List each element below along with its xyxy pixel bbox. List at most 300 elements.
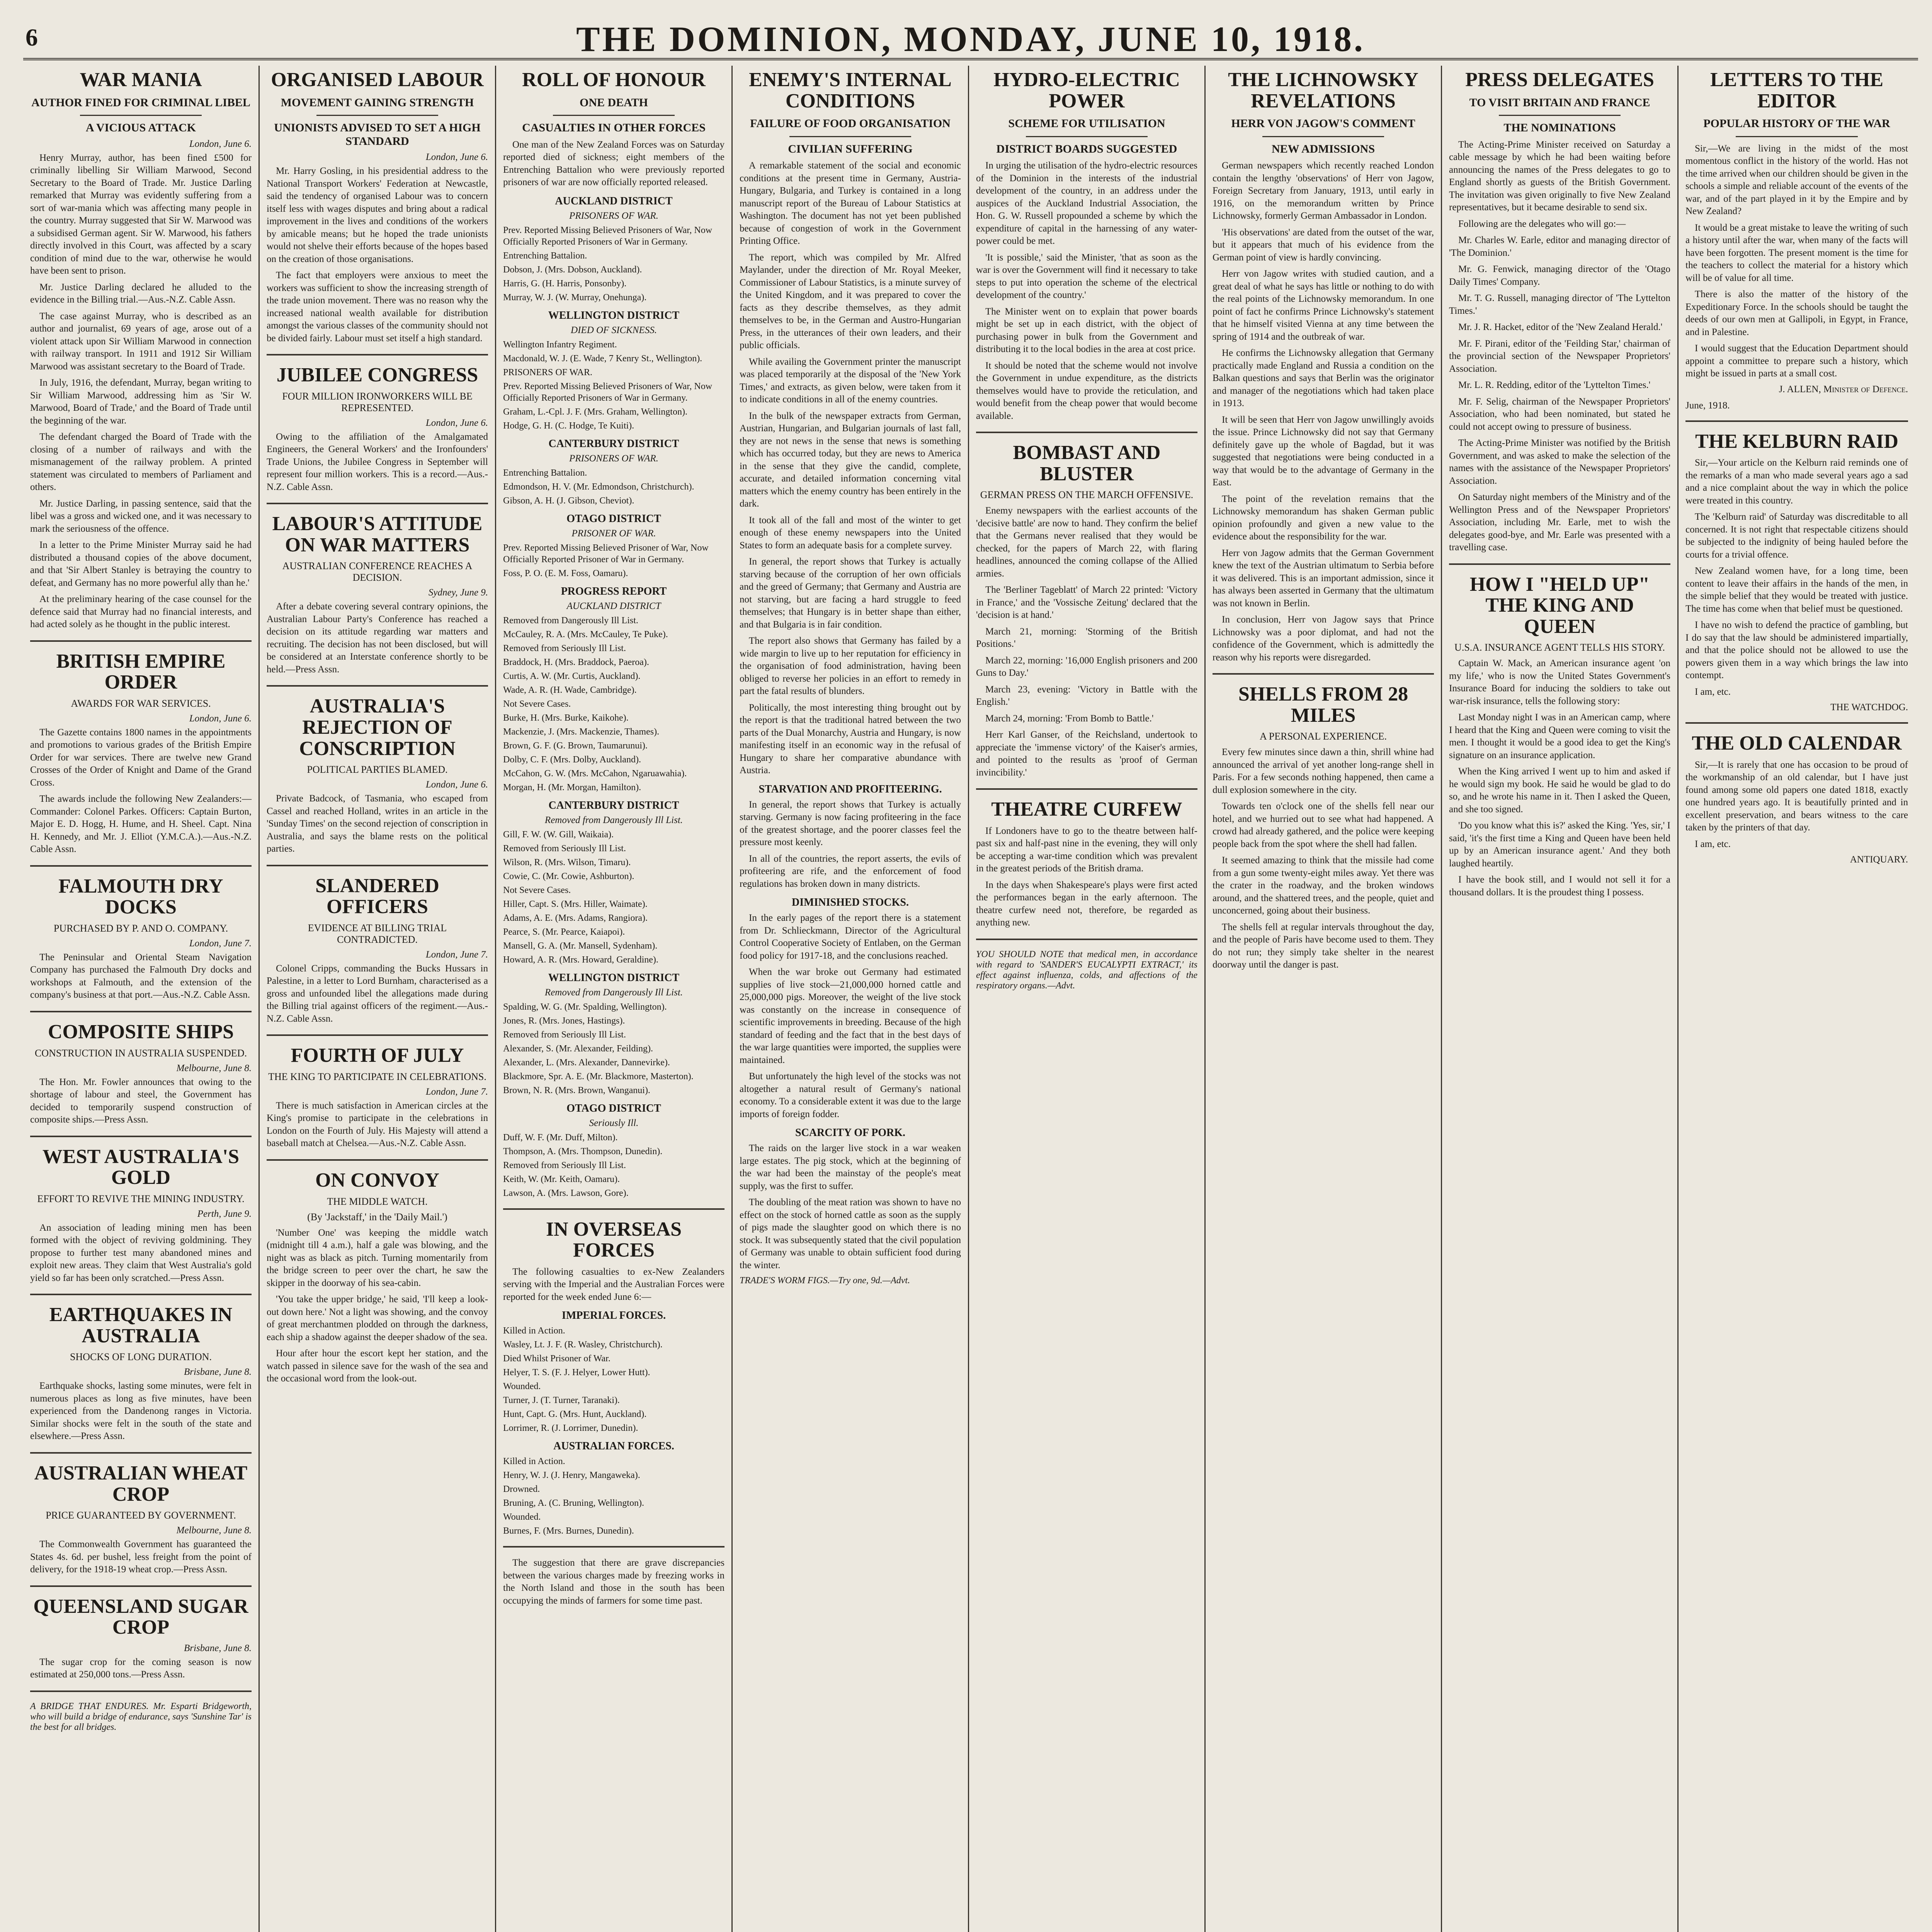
district-heading: IMPERIAL FORCES. xyxy=(561,1310,666,1322)
list-subheading: Removed from Dangerously Ill List. xyxy=(544,815,683,825)
paragraph: I am, etc. xyxy=(1695,838,1731,849)
divider xyxy=(30,1452,252,1454)
paragraph: Mr. Charles W. Earle, editor and managing director of 'The Dominion.' xyxy=(1449,235,1670,258)
headline-british-empire-order: BRITISH EMPIRE ORDER xyxy=(56,650,226,694)
list-item: Died Whilst Prisoner of War. xyxy=(503,1354,611,1364)
list-item: Foss, P. O. (E. M. Foss, Oamaru). xyxy=(503,568,628,578)
paragraph: Captain W. Mack, an American insurance agent 'on my life,' who is now the United States Government's Insurance Board for inducing the soldiers to take out war-risk insurance, tells the following story: xyxy=(1449,658,1670,706)
paragraph: When the King arrived I went up to him and asked if he would sign my book. He said he would be glad to do so, and he wrote his name in it. Then I asked the Queen, and she too signed. xyxy=(1449,766,1670,815)
deck: HERR VON JAGOW'S COMMENT xyxy=(1231,117,1415,130)
headline-conscription: AUSTRALIA'S REJECTION OF CONSCRIPTION xyxy=(299,695,456,760)
deck: POLITICAL PARTIES BLAMED. xyxy=(307,764,448,776)
page-number: 6 xyxy=(26,24,38,51)
list-item: Gill, F. W. (W. Gill, Waikaia). xyxy=(503,829,614,840)
list-item: Wilson, R. (Mrs. Wilson, Timaru). xyxy=(503,857,631,867)
column-4 xyxy=(733,66,969,1932)
paragraph: Mr. Justice Darling declared he alluded to the evidence in the Billing trial.—Aus.-N.Z. Cable Assn. xyxy=(30,282,252,305)
list-item: Removed from Dangerously Ill List. xyxy=(503,615,638,626)
list-subheading: PRISONERS OF WAR. xyxy=(569,210,658,221)
divider xyxy=(267,1034,488,1036)
casualty-lists xyxy=(503,195,724,1199)
list-item: Burke, H. (Mrs. Burke, Kaikohe). xyxy=(503,713,629,723)
list-item: Wellington Infantry Regiment. xyxy=(503,339,617,350)
paragraph: The fact that employers were anxious to meet the workers was sufficient to show the increasing strength of the trade union movement. There was no reason why the increased national wealth available for distribution amongst the various classes of the community should not be divided fairly. Labour must set itself a high standard. xyxy=(267,270,488,344)
deck: DISTRICT BOARDS SUGGESTED xyxy=(996,142,1177,155)
list-item: Wounded. xyxy=(503,1381,541,1392)
headline-labour-attitude: LABOUR'S ATTITUDE ON WAR MATTERS xyxy=(272,513,483,556)
list-item: Hodge, G. H. (C. Hodge, Te Kuiti). xyxy=(503,420,634,431)
paragraph: Towards ten o'clock one of the shells fell near our hotel, and we hurried out to see what had happened. A crowd had already gathered, and the police were keeping people back from the spot where the shell had fallen. xyxy=(1213,801,1434,849)
deck: ONE DEATH xyxy=(580,96,648,109)
paragraph: The following casualties to ex-New Zealanders serving with the Imperial and the Australian Forces were reported for the week ended June 6:— xyxy=(503,1266,724,1302)
column-8 xyxy=(1679,66,1915,1932)
paragraph: 'You take the upper bridge,' he said, 'I'll keep a look-out down here.' Not a light was showing, and the convoy of great merchantmen plodded on through the darkness, each ship a shadow against the deeper shadow of the sea. xyxy=(267,1294,488,1342)
list-item: Thompson, A. (Mrs. Thompson, Dunedin). xyxy=(503,1146,663,1156)
deck: AWARDS FOR WAR SERVICES. xyxy=(71,697,211,709)
deck: GERMAN PRESS ON THE MARCH OFFENSIVE. xyxy=(980,489,1194,501)
divider xyxy=(503,1208,724,1210)
paragraph: The report, which was compiled by Mr. Alfred Maylander, under the direction of Mr. Royal Meeker, Commissioner of Labour Statistics, is a minute survey of the United Kingdom, and it was prepared to cover the facts as they describe themselves, as they admit themselves to be, in the German and Austro-Hungarian Press, in the utterances of their own leaders, and their public officials. xyxy=(740,252,961,351)
paragraph: The Commonwealth Government has guaranteed the States 4s. 6d. per bushel, less freight from the point of delivery, for the 1918-19 wheat crop.—Press Assn. xyxy=(30,1539,252,1575)
dateline: London, June 7. xyxy=(425,949,488,960)
paragraph: It took all of the fall and most of the winter to get enough of these enemy newspapers into the United States to form an adequate basis for a complete survey. xyxy=(740,515,961,551)
paragraph: In general, the report shows that Turkey is actually starving. Germany is now facing profiteering in the face of the greatest shortage, and the poorer classes feel the pressure most keenly. xyxy=(740,799,961,848)
paragraph: The sugar crop for the coming season is now estimated at 250,000 tons.—Press Assn. xyxy=(30,1656,252,1680)
divider xyxy=(976,939,1197,940)
dateline: London, June 7. xyxy=(425,1086,488,1097)
list-subheading: AUCKLAND DISTRICT xyxy=(566,600,661,611)
list-item: Removed from Seriously Ill List. xyxy=(503,1160,626,1170)
paragraph: The raids on the larger live stock in a war weaken large estates. The pig stock, which at the beginning of the war had been the mainstay of the people's meat supply, was the first to suffer. xyxy=(740,1143,961,1191)
list-item: Braddock, H. (Mrs. Braddock, Paeroa). xyxy=(503,657,649,667)
list-item: Dolby, C. F. (Mrs. Dolby, Auckland). xyxy=(503,754,641,765)
headline-held-up-king: HOW I "HELD UP" THE KING AND QUEEN xyxy=(1469,573,1650,638)
paragraph: There is much satisfaction in American circles at the King's promise to participate in the celebrations in London on the Fourth of July. His Majesty will attend a baseball match at Chelsea.—Aus.-N.Z. Cable Assn. xyxy=(267,1100,488,1149)
divider xyxy=(553,115,675,116)
list-item: Jones, R. (Mrs. Jones, Hastings). xyxy=(503,1015,625,1026)
headline-wheat-crop: AUSTRALIAN WHEAT CROP xyxy=(34,1462,248,1505)
column-2 xyxy=(260,66,496,1932)
list-item: Duff, W. F. (Mr. Duff, Milton). xyxy=(503,1132,618,1143)
paragraph: There is also the matter of the history of the Expeditionary Force. In the schools should be taught the deeds of our own men at Gallipoli, in Egypt, in France, and in Palestine. xyxy=(1685,289,1908,337)
headline-theatre-curfew: THEATRE CURFEW xyxy=(991,798,1182,821)
list-item: Not Severe Cases. xyxy=(503,699,571,709)
deck: A PERSONAL EXPERIENCE. xyxy=(1259,731,1387,742)
divider xyxy=(1736,136,1858,137)
headline-west-australias-gold: WEST AUSTRALIA'S GOLD xyxy=(42,1145,240,1189)
deck: UNIONISTS ADVISED TO SET A HIGH STANDARD xyxy=(274,121,481,148)
paragraph: It seemed amazing to think that the missile had come from a gun some twenty-eight miles away. Yet there was the crater in the roadway, and the broken windows around, and the shattered trees, and the people, quiet and unconcerned, going about their business. xyxy=(1213,855,1434,916)
list-item: Macdonald, W. J. (E. Wade, 7 Kenry St., Wellington). xyxy=(503,353,702,364)
list-item: Henry, W. J. (J. Henry, Mangaweka). xyxy=(503,1470,640,1481)
list-subheading: PRISONERS OF WAR. xyxy=(569,453,658,464)
paragraph: An association of leading mining men has been formed with the object of reviving goldmining. They propose to further test many abandoned mines and exploit new areas. They claim that West Australia's gold yield so far has been only scratched.—Press Assn. xyxy=(30,1222,252,1283)
dateline: London, June 7. xyxy=(189,938,252,949)
paragraph: Private Badcock, of Tasmania, who escaped from Cassel and reached Holland, writes in an article in the 'Sunday Times' on the second rejection of conscription in Australia, and says the blame rests on the political parties. xyxy=(267,793,488,854)
column-3 xyxy=(496,66,733,1932)
subheading: STARVATION AND PROFITEERING. xyxy=(759,783,942,795)
headline-falmouth-dry-docks: FALMOUTH DRY DOCKS xyxy=(58,875,223,918)
subheading: DIMINISHED STOCKS. xyxy=(792,896,909,909)
headline-old-calendar: THE OLD CALENDAR xyxy=(1692,732,1902,755)
list-item: Cowie, C. (Mr. Cowie, Ashburton). xyxy=(503,871,634,881)
column-5 xyxy=(969,66,1206,1932)
paragraph: Mr. Harry Gosling, in his presidential address to the National Transport Workers' Federation at Newcastle, said the tendency of organised Labour was to concern itself less with wages disputes and bring about a radical improvement in the lives and conditions of the workers by amicable means; but he hoped the trade unionists would not shelve their efforts because of the hopes based on the creation of those organisations. xyxy=(267,166,488,264)
dateline: Brisbane, June 8. xyxy=(184,1643,252,1653)
headline-roll-of-honour: ROLL OF HONOUR xyxy=(522,69,706,91)
paragraph: March 24, morning: 'From Bomb to Battle.' xyxy=(985,713,1154,724)
paragraph: The suggestion that there are grave discrepancies between the various charges made by freezing works in the North Island and those in the south has been occupying the minds of farmers for some time past. xyxy=(503,1558,724,1606)
dateline: London, June 6. xyxy=(189,138,252,149)
paragraph: It should be noted that the scheme would not involve the Government in undue expenditure, as the districts themselves would have to provide the reticulation, and would benefit from the cheap power that would become available. xyxy=(976,360,1197,421)
list-subheading: Seriously Ill. xyxy=(589,1117,639,1128)
divider xyxy=(1213,673,1434,675)
letter-signature: J. ALLEN, Minister of Defence. xyxy=(1779,384,1908,395)
deck: CONSTRUCTION IN AUSTRALIA SUSPENDED. xyxy=(35,1047,247,1059)
paragraph: When the war broke out Germany had estimated supplies of live stock—21,000,000 horned cattle and 25,000,000 pigs. Moreover, the weight of the live stock was constantly on the increase in consequence of scientific improvements in breeding. Because of the high standard of feeding and the fact that in the best days of the war large quantities were imported, the supplies were maintained. xyxy=(740,967,961,1065)
deck: SCHEME FOR UTILISATION xyxy=(1008,117,1165,130)
divider xyxy=(267,503,488,504)
divider xyxy=(503,1546,724,1548)
list-item: Gibson, A. H. (J. Gibson, Cheviot). xyxy=(503,495,634,506)
list-item: Wade, A. R. (H. Wade, Cambridge). xyxy=(503,685,637,695)
paragraph: Politically, the most interesting thing brought out by the report is that the traditional hatred between the two parts of the Dual Monarchy, Austria and Hungary, is now manifesting itself in an economic way in the refusal of Hungary to share her comparative abundance with Austria. xyxy=(740,702,961,776)
district-heading: PROGRESS REPORT xyxy=(561,585,667,597)
paragraph: In the days when Shakespeare's plays were first acted the performances began in the early afternoon. The theatre curfew need not, therefore, be regarded as anything new. xyxy=(976,879,1197,928)
paragraph: The shells fell at regular intervals throughout the day, and the people of Paris have become used to them. They do not run; they simply take shelter in the nearest doorway until the danger is past. xyxy=(1213,922,1434,970)
paragraph: On Saturday night members of the Ministry and of the Wellington Press and of the Newspaper Proprietors' Association, including Mr. Earle, met to wish the delegates good-bye, and Mr. Earle was presented with a travelling case. xyxy=(1449,492,1670,553)
headline-enemy-conditions: ENEMY'S INTERNAL CONDITIONS xyxy=(749,69,952,112)
paragraph: But unfortunately the high level of the stocks was not altogether a natural result of Germany's national economy. To a considerable extent it was due to the large imports of foreign fodder. xyxy=(740,1071,961,1119)
list-item: Entrenching Battalion. xyxy=(503,250,587,261)
paragraph: He confirms the Lichnowsky allegation that Germany practically made England and Russia a condition on the Balkan questions and says that Berlin was the originator and manager of the negotiations which had taken place in 1913. xyxy=(1213,348,1434,409)
paragraph: March 21, morning: 'Storming of the British Positions.' xyxy=(976,626,1197,650)
paragraph: In the bulk of the newspaper extracts from German, Austrian, Hungarian, and Bulgarian journals of last fall, they are not news in the sense that news is something which has occurred today, but they are news to America in the sense that they give the candid, complete, accurate, and detailed information concerning vital matters which the enemy country has been entirely in the dark. xyxy=(740,410,961,509)
district-heading: AUCKLAND DISTRICT xyxy=(555,195,673,207)
list-item: Helyer, T. S. (F. J. Helyer, Lower Hutt). xyxy=(503,1367,650,1378)
headline-kelburn-raid: THE KELBURN RAID xyxy=(1695,430,1898,452)
paragraph: Mr. L. R. Redding, editor of the 'Lyttelton Times.' xyxy=(1458,380,1651,391)
divider xyxy=(30,1011,252,1012)
district-heading: CANTERBURY DISTRICT xyxy=(548,437,679,450)
paragraph: The Gazette contains 1800 names in the appointments and promotions to various grades of the British Empire Order for war services. There are twelve new Grand Crosses of the Order of Knight and Dame of the Grand Cross. xyxy=(30,727,252,788)
list-item: Entrenching Battalion. xyxy=(503,468,587,478)
divider xyxy=(30,1294,252,1295)
paragraph: The Minister went on to explain that power boards might be set up in each district, with the object of purchasing power in bulk from the Government and distributing it to the local bodies in the area at cost price. xyxy=(976,306,1197,355)
list-item: Dobson, J. (Mrs. Dobson, Auckland). xyxy=(503,264,642,275)
list-item: Killed in Action. xyxy=(503,1456,565,1467)
paragraph: In the early pages of the report there is a statement from Dr. Schlieckmann, Director of the Agricultural Control Cooperative Society of Entlaben, on the German food policy for 1917-18, and the conclusions reached. xyxy=(740,913,961,961)
district-heading: CANTERBURY DISTRICT xyxy=(548,799,679,811)
deck: FAILURE OF FOOD ORGANISATION xyxy=(750,117,951,130)
paragraph: The awards include the following New Zealanders:—Commander: Colonel Parkes. Officers: Captain Burton, Major E. D. Hogg, H. Hume, and H. Sheel. Capt. Nina H. Kennedy, and Mr. J. Elliot (Y.M.C.A.).—Aus.-N.Z. Cable Assn. xyxy=(30,794,252,855)
column-1 xyxy=(23,66,260,1932)
deck: AUTHOR FINED FOR CRIMINAL LIBEL xyxy=(31,96,250,109)
masthead xyxy=(23,15,1918,60)
list-item: McCauley, R. A. (Mrs. McCauley, Te Puke). xyxy=(503,629,668,639)
district-heading: AUSTRALIAN FORCES. xyxy=(553,1440,674,1452)
paragraph: Hour after hour the escort kept her station, and the watch passed in silence save for the wash of the sea and the occasional word from the look-out. xyxy=(267,1348,488,1384)
list-item: Spalding, W. G. (Mr. Spalding, Wellington). xyxy=(503,1002,667,1012)
deck: CIVILIAN SUFFERING xyxy=(788,142,913,155)
list-item: Edmondson, H. V. (Mr. Edmondson, Christchurch). xyxy=(503,481,694,492)
dateline: Melbourne, June 8. xyxy=(176,1525,252,1536)
district-heading: WELLINGTON DISTRICT xyxy=(548,309,680,321)
list-item: Adams, A. E. (Mrs. Adams, Rangiora). xyxy=(503,913,648,923)
paragraph: In July, 1916, the defendant, Murray, began writing to Sir William Marwood, addressing him as 'Sir W. Marwood, Board of Trade,' and the Board of Trade until the beginning of the war. xyxy=(30,378,252,426)
paragraph: The report also shows that Germany has failed by a wide margin to live up to her reputation for efficiency in the organisation of food administration, having been obliged to reverse her policies in an effort to remedy in part the fatal results of blunders. xyxy=(740,636,961,697)
list-item: Keith, W. (Mr. Keith, Oamaru). xyxy=(503,1174,620,1184)
headline-slandered-officers: SLANDERED OFFICERS xyxy=(315,874,439,918)
dateline: London, June 6. xyxy=(425,779,488,790)
list-item: Alexander, S. (Mr. Alexander, Feilding). xyxy=(503,1043,653,1054)
subheading: SCARCITY OF PORK. xyxy=(795,1127,905,1139)
dateline: London, June 6. xyxy=(189,713,252,724)
list-item: Turner, J. (T. Turner, Taranaki). xyxy=(503,1395,620,1406)
paragraph: Mr. J. R. Hacket, editor of the 'New Zealand Herald.' xyxy=(1458,322,1663,333)
deck: TO VISIT BRITAIN AND FRANCE xyxy=(1469,96,1650,109)
paragraph: If Londoners have to go to the theatre between half-past six and half-past nine in the evening, they will only be accepting a war-time condition which was prevalent in the greatest periods of the British drama. xyxy=(976,825,1197,874)
district-heading: OTAGO DISTRICT xyxy=(566,1102,661,1114)
divider xyxy=(30,1136,252,1137)
list-item: Pearce, S. (Mr. Pearce, Kaiapoi). xyxy=(503,927,625,937)
list-item: Removed from Seriously Ill List. xyxy=(503,1029,626,1040)
paragraph: Mr. Justice Darling, in passing sentence, said that the libel was a gross and wicked one, and it was necessary to mark the seriousness of the offence. xyxy=(30,498,252,534)
paragraph: One man of the New Zealand Forces was on Saturday reported died of sickness; eight members of the Entrenching Battalion who were previously reported prisoners of war are now officially reported released. xyxy=(503,139,724,188)
district-heading: OTAGO DISTRICT xyxy=(566,512,661,525)
paragraph: Herr von Jagow writes with studied caution, and a great deal of what he says has little or nothing to do with the real points of the Lichnowsky memorandum. In one point of fact he confirms Prince Lichnowsky's statement that he himself visited Vienna at any time between the spring of 1914 and the outbreak of war. xyxy=(1213,269,1434,342)
deck: PRICE GUARANTEED BY GOVERNMENT. xyxy=(46,1510,236,1521)
deck: THE NOMINATIONS xyxy=(1503,121,1616,134)
dateline: London, June 6. xyxy=(425,417,488,428)
list-item: Lorrimer, R. (J. Lorrimer, Dunedin). xyxy=(503,1423,638,1434)
paragraph: In general, the report shows that Turkey is actually starving because of the corruption of her own officials and the greed of Germany; that Germany and Austria are not starving, but are facing a hard struggle to feed themselves; that Hungary is in better shape than either, and that Bulgaria is in fair condition. xyxy=(740,556,961,630)
list-item: Killed in Action. xyxy=(503,1326,565,1336)
paragraph: Sir,—Your article on the Kelburn raid reminds one of the remarks of a man who made several years ago a sad and a nice complaint about the way in which the police were treated in this country. xyxy=(1685,457,1908,506)
letter-date: June, 1918. xyxy=(1685,400,1730,411)
divider xyxy=(316,115,438,116)
headline-sugar-crop: QUEENSLAND SUGAR CROP xyxy=(33,1595,248,1639)
paragraph: I have no wish to defend the practice of gambling, but I do say that the law should be administered impartially, and that the police should not be allowed to use the powers given them in a way which brings the law into contempt. xyxy=(1685,620,1908,681)
paragraph: The doubling of the meat ration was shown to have no effect on the stock of horned cattle as soon as the supply of pigs made the slaughter good on which there is no stock. It was subsequently stated that the civil population of Germany was unable to obtain sufficient food during the winter. xyxy=(740,1197,961,1270)
list-item: Prev. Reported Missing Believed Prisoners of War, Now Officially Reported Prisoners of War in Germany. xyxy=(503,381,713,403)
dateline: Perth, June 9. xyxy=(197,1208,252,1219)
paragraph: The 'Kelburn raid' of Saturday was discreditable to all concerned. It is not right that respectable citizens should be subjected to the indignity of being hauled before the courts for a trivial offence. xyxy=(1685,512,1908,560)
divider xyxy=(267,1159,488,1161)
dateline: Brisbane, June 8. xyxy=(184,1367,252,1378)
deck: A VICIOUS ATTACK xyxy=(85,121,196,134)
paragraph: Enemy newspapers with the earliest accounts of the 'decisive battle' are now to hand. They confirm the belief that the Germans never realised that they would be checked, for the papers of March 22, with flaring headlines, announced the coming collapse of the Allied armies. xyxy=(976,505,1197,579)
list-item: Wasley, Lt. J. F. (R. Wasley, Christchurch). xyxy=(503,1340,663,1350)
headline-lichnowsky: THE LICHNOWSKY REVELATIONS xyxy=(1228,69,1418,112)
paragraph: I have the book still, and I would not sell it for a thousand dollars. It is the proudest thing I possess. xyxy=(1449,874,1670,898)
paragraph: March 23, evening: 'Victory in Battle with the English.' xyxy=(976,684,1197,707)
paragraph: 'It is possible,' said the Minister, 'that as soon as the war is over the Government will find it necessary to take steps to put into operation the scheme of the electrical development of the country.' xyxy=(976,252,1197,301)
paragraph: It would be a great mistake to leave the writing of such a history until after the war, when many of the facts will have been forgotten. The present moment is the time for the teachers to collect the material for a history which will be of value for all time. xyxy=(1685,222,1908,283)
list-item: McCahon, G. W. (Mrs. McCahon, Ngaruawahia). xyxy=(503,768,687,779)
deck: EFFORT TO REVIVE THE MINING INDUSTRY. xyxy=(37,1193,245,1204)
headline-hydro-electric: HYDRO-ELECTRIC POWER xyxy=(993,69,1180,112)
divider xyxy=(30,1585,252,1587)
list-item: Not Severe Cases. xyxy=(503,885,571,895)
column-6 xyxy=(1206,66,1442,1932)
paragraph: Last Monday night I was in an American camp, where I heard that the King and Queen were coming to visit the men. I thought it would be a good idea to get the King's signature on an insurance application. xyxy=(1449,712,1670,760)
list-item: Brown, N. R. (Mrs. Brown, Wanganui). xyxy=(503,1085,650,1095)
advertisement: TRADE'S WORM FIGS.—Try one, 9d.—Advt. xyxy=(740,1276,910,1286)
deck: POPULAR HISTORY OF THE WAR xyxy=(1703,117,1890,130)
divider xyxy=(1026,136,1148,137)
letter-signature: ANTIQUARY. xyxy=(1850,854,1908,865)
paragraph: I would suggest that the Education Department should appoint a committee to prepare such a history, which might be issued in parts at a small cost. xyxy=(1685,343,1908,379)
paragraph: 'Do you know what this is?' asked the King. 'Yes, sir,' I said, 'it's the first time a King and Queen have been held up by an American insurance agent.' And they both laughed heartily. xyxy=(1449,820,1670,869)
list-item: Drowned. xyxy=(503,1484,540,1495)
deck: SHOCKS OF LONG DURATION. xyxy=(70,1351,212,1363)
paragraph: After a debate covering several contrary opinions, the Australian Labour Party's Conference has reached a decision on its attitude regarding war matters and recruiting. The decision has not been disclosed, but will be considered at an Interstate conference shortly to be held.—Press Assn. xyxy=(267,601,488,675)
paragraph: The Peninsular and Oriental Steam Navigation Company has purchased the Falmouth Dry docks and workshops at Falmouth, and the extension of the company's business at that port.—Aus.-N.Z. Cable Assn. xyxy=(30,952,252,1000)
list-item: Mackenzie, J. (Mrs. Mackenzie, Thames). xyxy=(503,726,660,737)
paragraph: While availing the Government printer the manuscript was placed temporarily at the disposal of the 'New York Times,' and extracts, as given below, were taken from it to indicate conditions in all of the enemy countries. xyxy=(740,356,961,405)
headline-bombast-bluster: BOMBAST AND BLUSTER xyxy=(1013,442,1161,485)
paragraph: March 22, morning: '16,000 English prisoners and 200 Guns to Day.' xyxy=(976,655,1197,679)
list-item: Graham, L.-Cpl. J. F. (Mrs. Graham, Wellington). xyxy=(503,406,687,417)
advertisement: A BRIDGE THAT ENDURES. Mr. Esparti Bridgeworth, who will build a bridge of endurance, says 'Sunshine Tar' is the best for all bridges. xyxy=(30,1701,252,1732)
headline-organised-labour: ORGANISED LABOUR xyxy=(271,69,484,91)
list-item: Removed from Seriously Ill List. xyxy=(503,643,626,653)
paragraph: 'Number One' was keeping the middle watch (midnight till 4 a.m.), half a gale was blowing, and the night was as black as pitch. Turning momentarily from the bridge screen to peer over the chart, he saw the skipper in the doorway of his sea-cabin. xyxy=(267,1227,488,1288)
paragraph: Following are the delegates who will go:— xyxy=(1458,218,1626,229)
deck: AUSTRALIAN CONFERENCE REACHES A DECISION. xyxy=(282,560,473,583)
headline-shells: SHELLS FROM 28 MILES xyxy=(1238,683,1408,726)
paragraph: Owing to the affiliation of the Amalgamated Engineers, the General Workers' and the Ironfounders' Trade Unions, the Jubilee Congress in September will represent four million workers. This is a record.—Aus.-N.Z. Cable Assn. xyxy=(267,431,488,492)
paragraph: The 'Berliner Tageblatt' of March 22 printed: 'Victory in France,' and the 'Vossische Zeitung' declared that the 'decision is at hand.' xyxy=(976,585,1197,621)
list-item: Hunt, Capt. G. (Mrs. Hunt, Auckland). xyxy=(503,1409,647,1420)
paragraph: The Hon. Mr. Fowler announces that owing to the shortage of labour and steel, the Government has decided to temporarily suspend construction of composite ships.—Press Assn. xyxy=(30,1077,252,1125)
headline-fourth-of-july: FOURTH OF JULY xyxy=(291,1044,464,1067)
list-item: Howard, A. R. (Mrs. Howard, Geraldine). xyxy=(503,954,658,965)
paragraph: Mr. T. G. Russell, managing director of 'The Lyttelton Times.' xyxy=(1449,293,1670,316)
headline-letters: LETTERS TO THE EDITOR xyxy=(1710,69,1884,112)
deck: THE MIDDLE WATCH. xyxy=(327,1196,428,1207)
deck: FOUR MILLION IRONWORKERS WILL BE REPRESENTED. xyxy=(282,390,473,413)
column-7 xyxy=(1442,66,1679,1932)
list-item: Removed from Seriously Ill List. xyxy=(503,843,626,854)
divider xyxy=(789,136,911,137)
paragraph: Mr. G. Fenwick, managing director of the 'Otago Daily Times' Company. xyxy=(1449,264,1670,287)
paragraph: Herr Karl Ganser, of the Reichsland, undertook to appreciate the 'immense victory' of the Kaiser's armies, and pointed to the results as 'proof of German invincibility.' xyxy=(976,730,1197,778)
paragraph: In a letter to the Prime Minister Murray said he had distributed a thousand copies of the above document, and that 'Sir Albert Stanley is betraying the country to defeat, and Germany has no more powerful ally than he.' xyxy=(30,540,252,588)
paragraph: The defendant charged the Board of Trade with the closing of a number of railways and with the mismanagement of the railway problem. A printed statement was circulated to members of Parliament and others. xyxy=(30,432,252,493)
divider xyxy=(1449,563,1670,565)
dateline: Melbourne, June 8. xyxy=(176,1063,252,1073)
paragraph: At the preliminary hearing of the case counsel for the defence said that Murray had no financial interests, and had acted solely as he thought in the public interest. xyxy=(30,594,252,630)
list-item: Alexander, L. (Mrs. Alexander, Dannevirke). xyxy=(503,1057,670,1068)
divider xyxy=(80,115,202,116)
headline-composite-ships: COMPOSITE SHIPS xyxy=(48,1020,234,1043)
paragraph: Henry Murray, author, has been fined £500 for criminally libelling Sir William Marwood, Second Secretary to the Board of Trade. Mr. Justice Darling remarked that Murray was evidently suffering from a sort of war-mania which was affecting many people in the country. Murray suggested that Sir W. Marwood was a subsidised German agent. Sir W. Marwood, his fathers directly involved in this Court, was affected by a scary condition of mind due to the war, otherwise he would have been sent to prison. xyxy=(30,152,252,276)
district-heading: WELLINGTON DISTRICT xyxy=(548,971,680,984)
paragraph: I am, etc. xyxy=(1695,686,1731,697)
paragraph: The point of the revelation remains that the Lichnowsky memorandum has shaken German public opinion profoundly and given a new value to the evidence about the responsibility for the war. xyxy=(1213,493,1434,542)
headline-overseas-forces: IN OVERSEAS FORCES xyxy=(546,1218,682,1262)
list-subheading: DIED OF SICKNESS. xyxy=(571,325,657,335)
divider xyxy=(1499,115,1621,116)
letter-signature: THE WATCHDOG. xyxy=(1830,702,1908,713)
paragraph: 'His observations' are dated from the outset of the war, but it appears that much of his evidence from the German point of view is hardly convincing. xyxy=(1213,227,1434,263)
list-item: Prev. Reported Missing Believed Prisoners of War, Now Officially Reported Prisoners of War in Germany. xyxy=(503,225,713,247)
paragraph: In conclusion, Herr von Jagow says that Prince Lichnowsky was a poor diplomat, and had not the confidence of the Government, which is admittedly the reason why his reports were disregarded. xyxy=(1213,614,1434,663)
page-title: THE DOMINION, MONDAY, JUNE 10, 1918. xyxy=(576,19,1365,59)
headline-earthquakes: EARTHQUAKES IN AUSTRALIA xyxy=(49,1304,233,1347)
paragraph: Colonel Cripps, commanding the Bucks Hussars in Palestine, in a letter to Lord Burnham, characterised as a gross and unfounded libel the allegations made during the Billing trial against officers of the regiment.—Aus.-N.Z. Cable Assn. xyxy=(267,963,488,1024)
list-item: Prev. Reported Missing Believed Prisoner of War, Now Officially Reported Prisoner of War in Germany. xyxy=(503,543,709,565)
deck: EVIDENCE AT BILLING TRIAL CONTRADICTED. xyxy=(308,922,447,945)
deck: MOVEMENT GAINING STRENGTH xyxy=(281,96,474,109)
list-item: PRISONERS OF WAR. xyxy=(503,367,592,378)
headline-press-delegates: PRESS DELEGATES xyxy=(1465,69,1654,91)
divider xyxy=(1685,420,1908,422)
paragraph: In all of the countries, the report asserts, the evils of profiteering are rife, and the enforcement of food regulations has broken down in many districts. xyxy=(740,853,961,889)
paragraph: German newspapers which recently reached London contain the lengthy 'observations' of Herr von Jagow, Foreign Secretary from January, 1913, until early in 1916, on the memorandum written by Prince Lichnowsky, formerly German Ambassador in London. xyxy=(1213,160,1434,221)
paragraph: Sir,—It is rarely that one has occasion to be proud of the workmanship of an old calendar, but I have just found among some old papers one dated 1818, exactly one hundred years ago. It is beautifully printed and in excellent preservation, and bears witness to the care taken by the printers of that day. xyxy=(1685,759,1908,833)
paragraph: New Zealand women have, for a long time, been content to leave their affairs in the hands of the men, in the simple belief that they would be treated with justice. The time has come when that belief must be questioned. xyxy=(1685,566,1908,614)
deck: PURCHASED BY P. AND O. COMPANY. xyxy=(53,922,228,934)
divider xyxy=(976,788,1197,790)
paragraph: In urging the utilisation of the hydro-electric resources of the Dominion in the interests of the industrial development of the country, in an address under the auspices of the Auckland Industrial Association, the Hon. G. W. Russell propounded a scheme by which the expenditure of capital in the harnessing of any water-power could be met. xyxy=(976,160,1197,247)
paragraph: Every few minutes since dawn a thin, shrill whine had announced the arrival of yet another long-range shell in Paris. For a few seconds nothing happened, then came a dull explosion somewhere in the city. xyxy=(1213,747,1434,795)
deck: U.S.A. INSURANCE AGENT TELLS HIS STORY. xyxy=(1454,642,1665,653)
list-item: Lawson, A. (Mrs. Lawson, Gore). xyxy=(503,1188,629,1198)
list-item: Morgan, H. (Mr. Morgan, Hamilton). xyxy=(503,782,641,793)
paragraph: The Acting-Prime Minister was notified by the British Government, and was asked to make the selection of the names with the assistance of the Newspaper Proprietors' Association. xyxy=(1449,438,1670,486)
list-item: Wounded. xyxy=(503,1512,541,1522)
divider xyxy=(267,354,488,355)
paragraph: Mr. F. Selig, chairman of the Newspaper Proprietors' Association, who had been nominated, but stated he could not accept owing to pressure of business. xyxy=(1449,396,1670,432)
list-item: Brown, G. F. (G. Brown, Taumarunui). xyxy=(503,740,648,751)
paragraph: Mr. F. Pirani, editor of the 'Feilding Star,' chairman of the provincial section of the Newspaper Proprietors' Association. xyxy=(1449,338,1670,374)
list-item: Burnes, F. (Mrs. Burnes, Dunedin). xyxy=(503,1526,634,1536)
deck: CASUALTIES IN OTHER FORCES xyxy=(522,121,706,134)
list-item: Murray, W. J. (W. Murray, Onehunga). xyxy=(503,292,647,303)
byline: (By 'Jackstaff,' in the 'Daily Mail.') xyxy=(307,1211,447,1223)
headline-jubilee-congress: JUBILEE CONGRESS xyxy=(276,364,478,386)
paragraph: The case against Murray, who is described as an author and journalist, 69 years of age, arose out of a violent attack upon Sir William Marwood in connection with railway transport. In 1911 and 1912 Sir William Marwood was assistant secretary to the Board of Trade. xyxy=(30,311,252,372)
headline-on-convoy: ON CONVOY xyxy=(315,1169,440,1191)
paragraph: Sir,—We are living in the midst of the most momentous conflict in the history of the world. Has not the time arrived when our children should be given in the schools a simple and reliable account of the events of the war, and of the part played in it by the Empire and by New Zealand? xyxy=(1685,143,1908,217)
list-item: Bruning, A. (C. Bruning, Wellington). xyxy=(503,1498,644,1509)
overseas-casualty-lists xyxy=(503,1310,724,1537)
list-subheading: Removed from Dangerously Ill List. xyxy=(544,987,683,998)
paragraph: It will be seen that Herr von Jagow unwillingly avoids the issue. Prince Lichnowsky did not say that Germany definitely gave up the whole of Bagdad, but it was suggested that negotiations were being conducted in a way that would be to the advantage of Germany in the East. xyxy=(1213,414,1434,488)
headline-war-mania: WAR MANIA xyxy=(80,69,202,91)
list-item: Curtis, A. W. (Mr. Curtis, Auckland). xyxy=(503,671,641,681)
divider xyxy=(30,865,252,867)
divider xyxy=(267,685,488,687)
list-subheading: PRISONER OF WAR. xyxy=(571,528,656,539)
deck: NEW ADMISSIONS xyxy=(1271,142,1375,155)
paragraph: Earthquake shocks, lasting some minutes, were felt in numerous places as long as five minutes, have been experienced from the Dandenong ranges in Victoria. Similar shocks were felt in the south of the state and elsewhere.—Press Assn. xyxy=(30,1381,252,1442)
divider xyxy=(30,1690,252,1692)
divider xyxy=(30,640,252,642)
list-item: Hiller, Capt. S. (Mrs. Hiller, Waimate). xyxy=(503,899,648,909)
list-item: Blackmore, Spr. A. E. (Mr. Blackmore, Masterton). xyxy=(503,1071,694,1082)
paragraph: A remarkable statement of the social and economic conditions at the present time in Germany, Austria-Hungary, Bulgaria, and Turkey is contained in a long manuscript report of the Bureau of Labour Statistics at Washington. The document has not yet been published because of congestion of work in the Government Printing Office. xyxy=(740,160,961,247)
deck: THE KING TO PARTICIPATE IN CELEBRATIONS. xyxy=(268,1071,486,1082)
advertisement: YOU SHOULD NOTE that medical men, in accordance with regard to 'SANDER'S EUCALYPTI EXTRACT,' its effect against influenza, colds, and affections of the respiratory organs.—Advt. xyxy=(976,949,1197,991)
columns xyxy=(23,66,1918,1932)
dateline: Sydney, June 9. xyxy=(428,587,488,598)
list-item: Mansell, G. A. (Mr. Mansell, Sydenham). xyxy=(503,940,658,951)
divider xyxy=(1262,136,1384,137)
